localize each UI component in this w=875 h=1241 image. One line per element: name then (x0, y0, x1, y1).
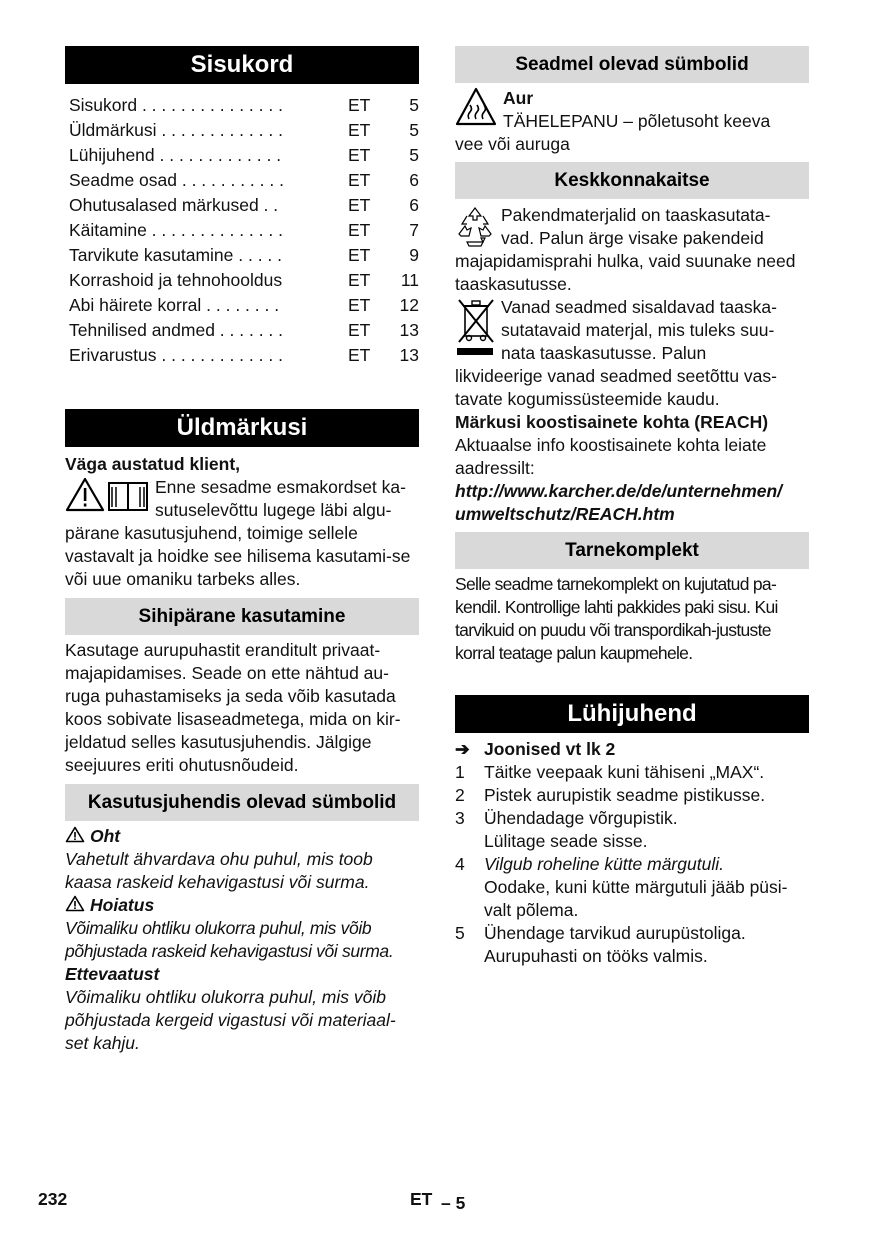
warning-icon (65, 826, 85, 843)
footer-subpage: – 5 (441, 1193, 466, 1213)
crossed-out-bin-icon (455, 296, 495, 358)
quick-guide-list (455, 738, 809, 968)
toc-row[interactable]: Sisukord . . . . . . . . . . . . . . . ET 5 (69, 95, 419, 115)
warning-label: Hoiatus (65, 894, 419, 917)
list-item: 2 Pistek aurupistik seadme pistikusse. (455, 785, 766, 805)
toc-title: Sisukord (65, 46, 419, 84)
right-column (455, 46, 809, 968)
general-intro: Enne sesadme esmakordset ka- sutuselevõttu lugege läbi algu- (65, 476, 419, 522)
environment-title: Keskkonnakaitse (455, 162, 809, 199)
toc-row[interactable]: Abi häirete korral . . . . . . . . ET 12 (69, 295, 419, 315)
recycling-notice: Pakendmaterjalid on taaskasutata- vad. Palun ärge visake pakendeid majapidamisprahi hulka, vaid suunake need taaskasutusse. (455, 205, 796, 294)
reach-title: Märkusi koostisainete kohta (REACH) (455, 412, 769, 432)
table-of-contents (65, 93, 419, 368)
list-item: 1 Täitke veepaak kuni tähiseni „MAX“. (455, 762, 765, 782)
toc-row[interactable]: Ohutusalased märkused . . ET 6 (69, 195, 419, 215)
steam-warning: Aur TÄHELEPANU – põletusoht keeva vee või auruga (455, 87, 809, 156)
figure-reference: ➔ Joonised vt lk 2 (455, 739, 616, 759)
delivery-title: Tarnekomplekt (455, 532, 809, 569)
danger-label: Oht (65, 825, 419, 848)
manual-symbols-title: Kasutusjuhendis olevad sümbolid (65, 784, 419, 821)
toc-row[interactable]: Erivarustus . . . . . . . . . . . . . ET 13 (69, 345, 419, 365)
footer-lang: ET (410, 1189, 433, 1209)
reach-link[interactable]: http://www.karcher.de/de/unternehmen/ umweltschutz/REACH.htm (455, 481, 783, 524)
toc-row[interactable]: Seadme osad . . . . . . . . . . . ET 6 (69, 170, 419, 190)
caution-text: Võimaliku ohtliku olukorra puhul, mis võib põhjustada kergeid vigastusi või materiaal-set kahju. (65, 987, 396, 1053)
general-title: Üldmärkusi (65, 409, 419, 447)
page-number: 232 (38, 1189, 68, 1209)
general-text: pärane kasutusjuhend, toimige sellele vastavalt ja hoidke see hilisema kasutami-se või uue omaniku tarbeks alles. (65, 523, 411, 589)
warning-icon (65, 895, 85, 912)
greeting: Väga austatud klient, (65, 454, 241, 474)
toc-row[interactable]: Üldmärkusi . . . . . . . . . . . . . ET 5 (69, 120, 419, 140)
weee-notice: Vanad seadmed sisaldavad taaska- sutatavaid materjal, mis tuleks suu- nata taaskasutusse. Palun likvideerige vanad seadmed seetõttu vas-tavate kogumissüsteemide kaudu. (455, 297, 777, 409)
steam-label: Aur (503, 88, 534, 108)
reach-text: Aktuaalse info koostisainete kohta leiate aadressilt: (455, 435, 767, 478)
delivery-text: Selle seadme tarnekomplekt on kujutatud pa-kendil. Kontrollige lahti pakkides paki sisu. Kui tarvikuid on puudu või transpordikah-justuste korral teatage palun kaupmehele. (455, 574, 778, 663)
intended-use-title: Sihipärane kasutamine (65, 598, 419, 635)
toc-row[interactable]: Käitamine . . . . . . . . . . . . . . ET 7 (69, 220, 419, 240)
list-item: 4 Vilgub roheline kütte märgutuli. Oodake, kuni kütte märgutuli jääb püsi-valt põlema. (455, 854, 788, 920)
toc-row[interactable]: Lühijuhend . . . . . . . . . . . . . ET 5 (69, 145, 419, 165)
quick-guide-title: Lühijuhend (455, 695, 809, 733)
recycling-icon (455, 204, 495, 248)
toc-row[interactable]: Korrashoid ja tehnohooldus ET 11 (69, 270, 419, 290)
list-item: 5 Ühendage tarvikud aurupüstoliga. Aurupuhasti on tööks valmis. (455, 923, 746, 966)
left-column (65, 46, 419, 1055)
hot-steam-warning-icon (455, 87, 497, 127)
toc-row[interactable]: Tehnilised andmed . . . . . . . ET 13 (69, 320, 419, 340)
device-symbols-title: Seadmel olevad sümbolid (455, 46, 809, 83)
toc-row[interactable]: Tarvikute kasutamine . . . . . ET 9 (69, 245, 419, 265)
warning-read-manual-icon (65, 476, 151, 514)
caution-label: Ettevaatust (65, 964, 160, 984)
list-item: 3 Ühendadage võrgupistik. Lülitage seade sisse. (455, 808, 678, 851)
danger-text: Vahetult ähvardava ohu puhul, mis toob kaasa raskeid kehavigastusi või surma. (65, 849, 373, 892)
intended-use-text: Kasutage aurupuhastit eranditult privaat-majapidamises. Seade on ette nähtud au-ruga puhastamiseks ja seda võib kasutada koos sobivate lisaseadmetega, mida on kir-jeldatud selles kasutusjuhendis. Jälgige seejuures eriti ohutusnõudeid. (65, 640, 401, 775)
arrow-icon: ➔ (455, 739, 470, 759)
warning-text: Võimaliku ohtliku olukorra puhul, mis võib põhjustada raskeid kehavigastusi või surma. (65, 918, 394, 961)
